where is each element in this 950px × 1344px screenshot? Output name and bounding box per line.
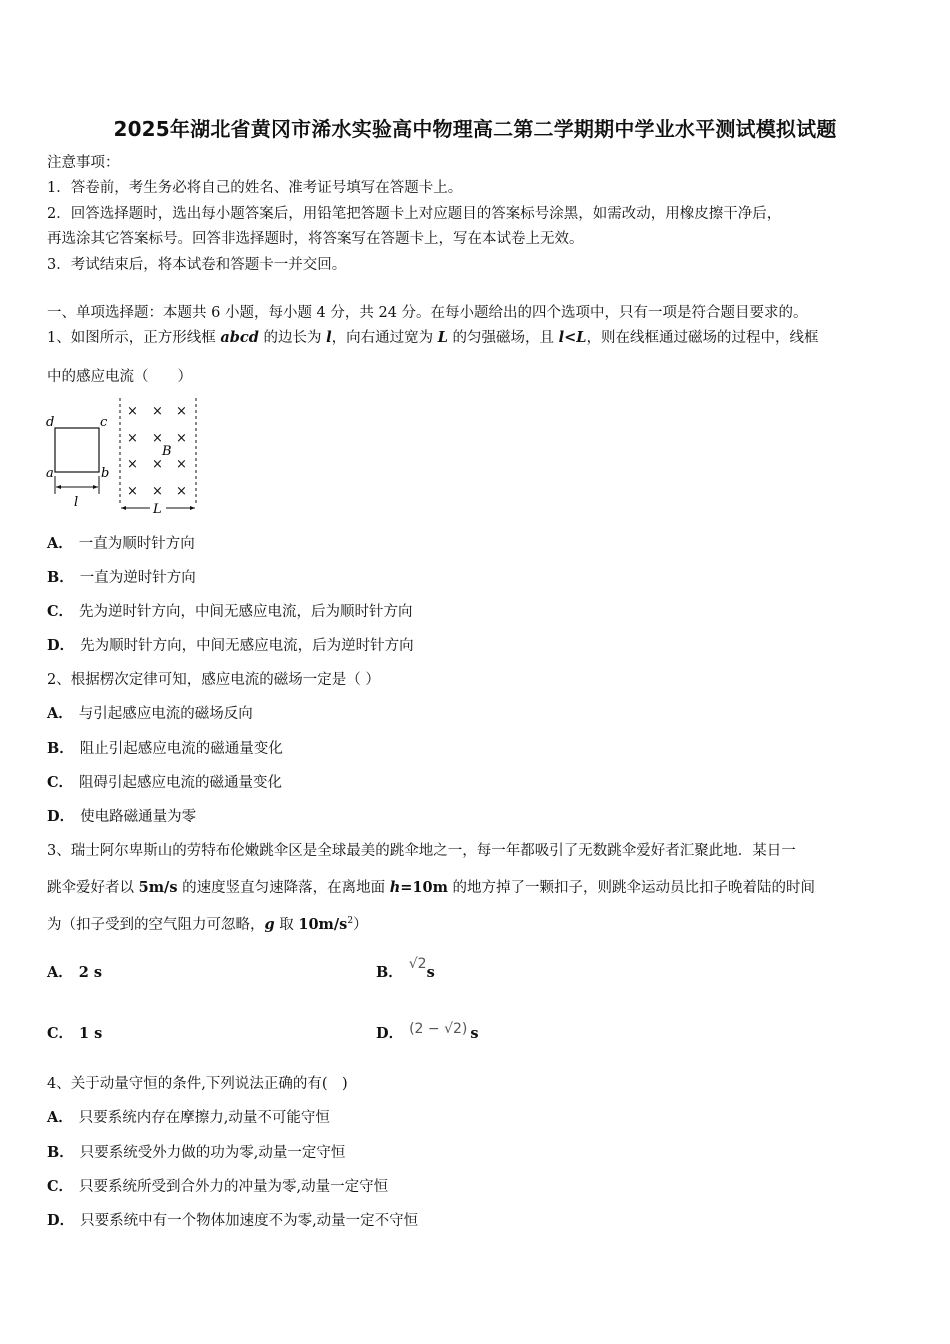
q4-stem: 4、关于动量守恒的条件,下列说法正确的有( )	[47, 1076, 348, 1092]
label-B: B	[162, 444, 172, 459]
option-label: B．	[47, 569, 74, 586]
notice-item-2-cont: 再选涂其它答案标号。回答非选择题时，将答案写在答题卡上，写在本试卷上无效。	[47, 231, 584, 247]
label-b: b	[101, 466, 110, 481]
q1-var-l: l	[326, 329, 332, 346]
option-label: A．	[47, 705, 73, 722]
option-unit: s	[470, 1025, 479, 1042]
cross-mark: ×	[127, 457, 138, 472]
q1-option-c	[47, 600, 413, 621]
option-unit: s	[426, 964, 435, 981]
q3-text-f: ）	[353, 917, 368, 933]
q3-text-d: 为（扣子受到的空气阻力可忽略，	[47, 917, 265, 933]
q2-option-c	[47, 771, 282, 792]
section-heading: 一、单项选择题：本题共 6 小题，每小题 4 分，共 24 分。在每小题给出的四个选项中，只有一项是符合题目要求的。	[47, 305, 808, 321]
q3-text-b: 的速度竖直匀速降落，在离地面	[177, 880, 390, 896]
cross-mark: ×	[127, 404, 138, 419]
q3-speed: 5m/s	[138, 879, 178, 896]
q3-height: =10m	[400, 879, 448, 896]
q1-text-b: 的边长为	[258, 330, 327, 346]
notice-item-3: 3．考试结束后，将本试卷和答题卡一并交回。	[47, 257, 347, 273]
option-text: 与引起感应电流的磁场反向	[78, 706, 253, 722]
exam-title: 2025年湖北省黄冈市浠水实验高中物理高二第二学期期中学业水平测试模拟试题	[113, 117, 837, 141]
option-text: 只要系统内存在摩擦力,动量不可能守恒	[78, 1110, 330, 1126]
cross-mark: ×	[152, 457, 163, 472]
q1-option-b	[47, 566, 196, 587]
q3-option-b	[376, 956, 435, 982]
q3-stem-line1: 3、瑞士阿尔卑斯山的劳特布伦嫩跳伞区是全球最美的跳伞地之一，每一年都吸引了无数跳伞爱好者汇聚此地．某日一	[47, 843, 796, 859]
q3-gravity-exp: 2	[347, 916, 354, 927]
q3-option-c	[47, 1022, 102, 1043]
label-L: L	[153, 502, 162, 516]
q1-stem-line1	[47, 326, 818, 347]
q3-var-h: h	[389, 879, 401, 896]
option-label: D．	[376, 1025, 404, 1042]
option-text: 只要系统所受到合外力的冲量为零,动量一定守恒	[79, 1179, 389, 1195]
label-c: c	[100, 415, 108, 430]
q1-option-d	[47, 634, 414, 655]
q2-option-b	[47, 737, 283, 758]
L-arrow-right	[190, 506, 195, 510]
q4-option-b	[47, 1141, 345, 1162]
L-arrow-left	[121, 506, 126, 510]
option-label: B．	[376, 964, 403, 981]
cross-mark: ×	[127, 484, 138, 499]
option-label: C．	[47, 1178, 74, 1195]
q1-var-abcd: abcd	[220, 329, 259, 346]
option-label: A．	[47, 1109, 73, 1126]
q1-text-a: 1、如图所示，正方形线框	[47, 330, 221, 346]
l-arrow-left	[56, 485, 61, 489]
label-l: l	[74, 495, 79, 510]
option-label: D．	[47, 1212, 75, 1229]
sqrt2-formula: √2	[408, 956, 427, 972]
option-label: C．	[47, 1025, 74, 1042]
cross-mark: ×	[176, 431, 187, 446]
field-crosses	[127, 404, 187, 499]
square-frame	[55, 428, 99, 472]
option-text: 1 s	[79, 1025, 103, 1042]
q4-option-a	[47, 1106, 330, 1127]
q1-text-e: ，则在线框通过磁场的过程中，线框	[586, 330, 819, 346]
two-minus-sqrt2-formula: (2 − √2)	[409, 1021, 468, 1037]
option-label: C．	[47, 774, 74, 791]
q2-stem: 2、根据楞次定律可知，感应电流的磁场一定是（ ）	[47, 672, 380, 688]
option-label: A．	[47, 535, 73, 552]
cross-mark: ×	[176, 404, 187, 419]
l-arrow-right	[93, 485, 98, 489]
q4-option-d	[47, 1209, 418, 1230]
q1-option-a	[47, 532, 195, 553]
option-text: 阻碍引起感应电流的磁通量变化	[79, 775, 283, 791]
q1-var-L: L	[437, 329, 448, 346]
cross-mark: ×	[176, 457, 187, 472]
cross-mark: ×	[152, 484, 163, 499]
q3-text-e: 取	[274, 917, 299, 933]
q3-stem-line2	[47, 876, 815, 897]
q3-gravity: 10m/s	[298, 916, 348, 933]
q1-text-c: ，向右通过宽为	[331, 330, 438, 346]
option-text: 只要系统受外力做的功为零,动量一定守恒	[79, 1145, 346, 1161]
q4-option-c	[47, 1175, 388, 1196]
q1-text-d: 的匀强磁场，且	[447, 330, 559, 346]
q3-text-a: 跳伞爱好者以	[47, 880, 139, 896]
q3-var-g: g	[264, 916, 275, 933]
notice-heading: 注意事项：	[47, 155, 120, 171]
option-text: 先为顺时针方向，中间无感应电流，后为逆时针方向	[80, 638, 414, 654]
option-label: B．	[47, 1144, 74, 1161]
option-label: A．	[47, 964, 73, 981]
cross-mark: ×	[152, 431, 163, 446]
option-text: 一直为顺时针方向	[78, 536, 195, 552]
q1-figure-diagram	[42, 396, 212, 516]
notice-item-1: 1．答卷前，考生务必将自己的姓名、准考证号填写在答题卡上。	[47, 180, 463, 196]
notice-item-2: 2．回答选择题时，选出每小题答案后，用铅笔把答题卡上对应题目的答案标号涂黑，如需改动，用橡皮擦干净后，	[47, 206, 782, 222]
q3-text-c: 的地方掉了一颗扣子，则跳伞运动员比扣子晚着陆的时间	[447, 880, 816, 896]
q2-option-d	[47, 805, 196, 826]
option-text: 阻止引起感应电流的磁通量变化	[79, 741, 283, 757]
option-text: 一直为逆时针方向	[79, 570, 196, 586]
option-label: D．	[47, 637, 75, 654]
label-a: a	[46, 466, 54, 481]
option-text: 只要系统中有一个物体加速度不为零,动量一定不守恒	[80, 1213, 419, 1229]
option-text: 先为逆时针方向，中间无感应电流，后为顺时针方向	[79, 604, 413, 620]
option-label: C．	[47, 603, 74, 620]
q3-option-d	[376, 1022, 479, 1043]
q1-stem-line2: 中的感应电流（ ）	[47, 369, 192, 385]
label-d: d	[46, 415, 55, 430]
q3-stem-line3	[47, 913, 368, 934]
q3-option-a	[47, 961, 102, 982]
cross-mark: ×	[127, 431, 138, 446]
option-label: D．	[47, 808, 75, 825]
cross-mark: ×	[152, 404, 163, 419]
option-text: 2 s	[78, 964, 103, 981]
option-label: B．	[47, 740, 74, 757]
option-text: 使电路磁通量为零	[80, 809, 197, 825]
q1-cond: l<L	[558, 329, 587, 346]
q2-option-a	[47, 702, 253, 723]
cross-mark: ×	[176, 484, 187, 499]
